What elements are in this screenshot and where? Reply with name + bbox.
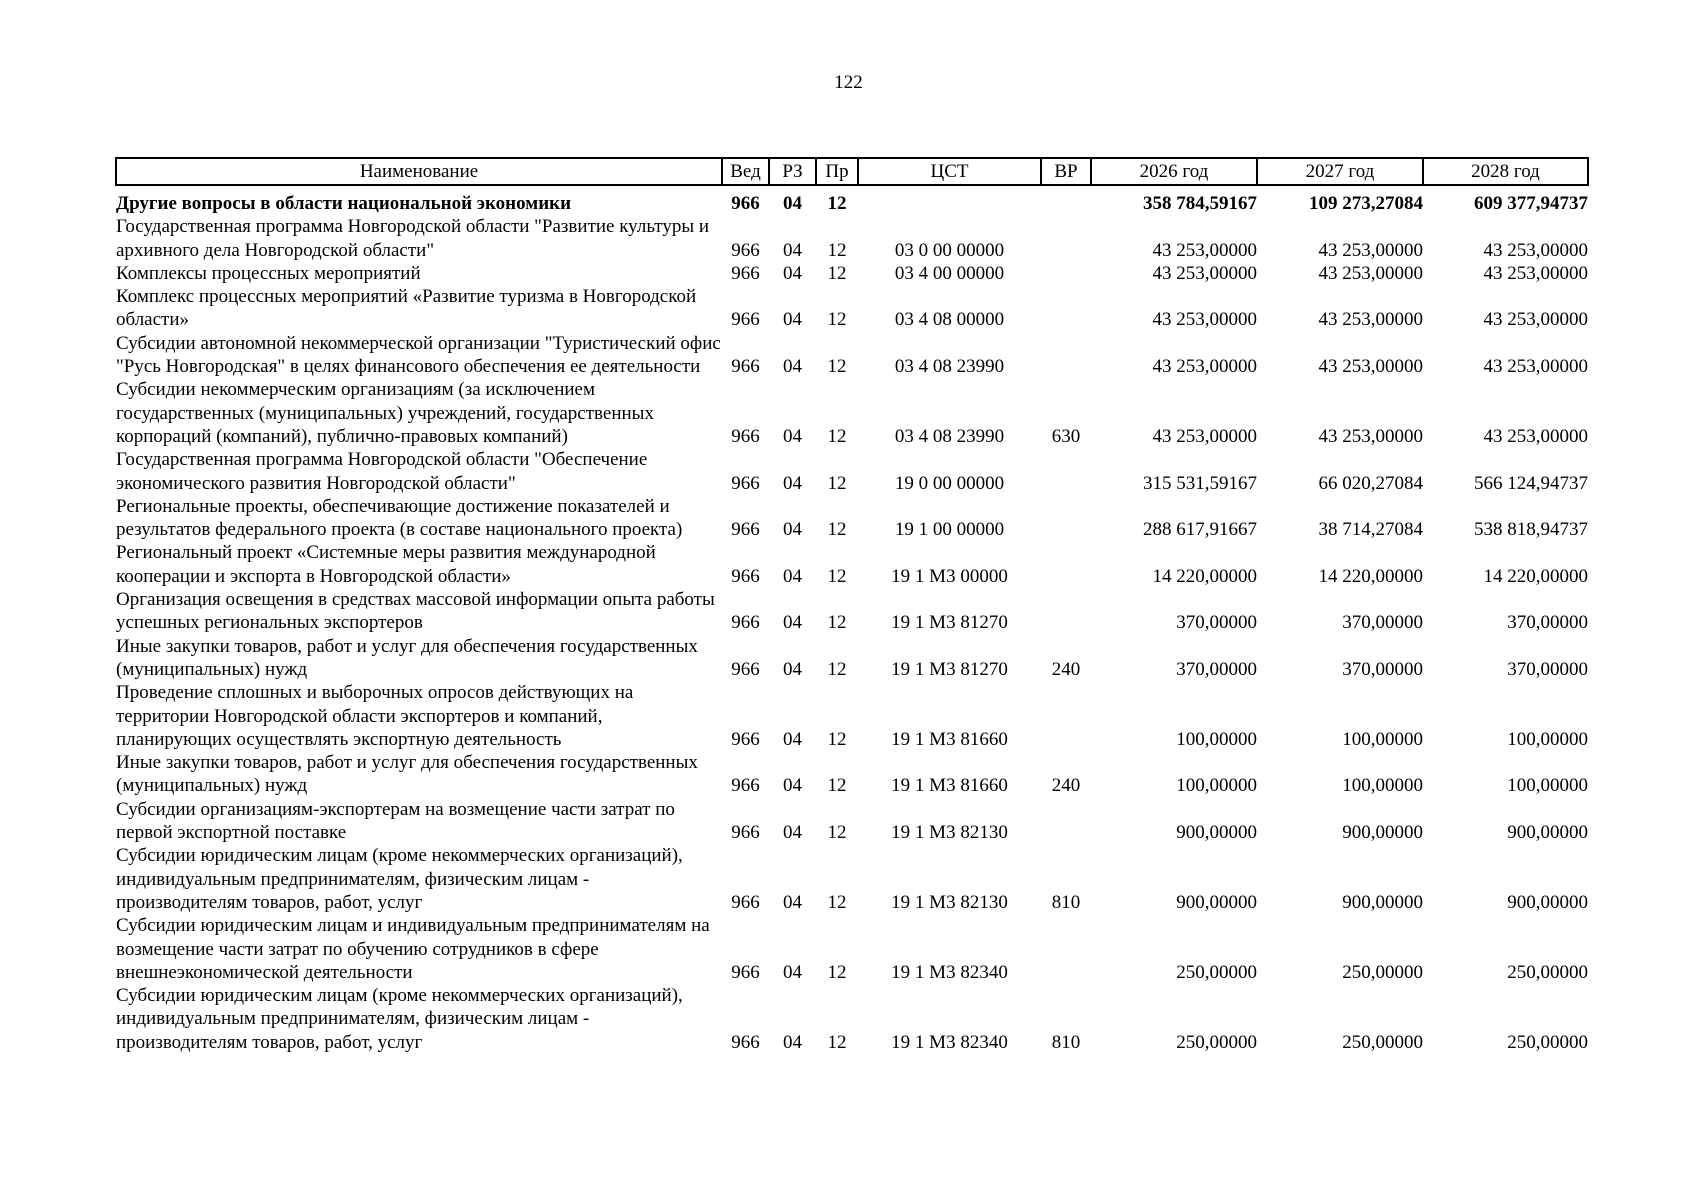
cell-vr <box>1041 541 1091 588</box>
cell-2027: 100,00000 <box>1342 775 1423 797</box>
cell-2026: 43 253,00000 <box>1152 356 1257 378</box>
cell-2028: 43 253,00000 <box>1483 425 1588 447</box>
cell-rz: 04 <box>783 961 802 983</box>
cell-rz: 04 <box>783 775 802 797</box>
table-row <box>116 635 1588 682</box>
cell-rz: 04 <box>783 658 802 680</box>
cell-cst: 03 0 00 00000 <box>894 239 1005 261</box>
cell-name: Региональный проект «Системные меры развития международной кооперации и экспорта в Новгородской области» <box>116 542 656 587</box>
cell-cst: 03 4 08 23990 <box>894 356 1005 378</box>
cell-name: Государственная программа Новгородской области "Развитие культуры и архивного дела Новгородской области" <box>116 216 710 261</box>
cell-pr: 12 <box>827 193 847 214</box>
header-name: Наименование <box>116 158 722 185</box>
cell-cst: 19 1 М3 82340 <box>891 961 1008 983</box>
cell-2026: 370,00000 <box>1176 612 1257 634</box>
cell-2026: 100,00000 <box>1176 775 1257 797</box>
header-2026: 2026 год <box>1091 158 1257 185</box>
cell-ved: 966 <box>731 519 760 541</box>
cell-2026: 43 253,00000 <box>1152 262 1257 284</box>
cell-ved: 966 <box>731 262 760 284</box>
cell-2027: 66 020,27084 <box>1318 472 1423 494</box>
cell-2027: 43 253,00000 <box>1318 262 1423 284</box>
cell-rz: 04 <box>783 239 802 261</box>
cell-2028: 609 377,94737 <box>1474 193 1588 214</box>
cell-2027: 370,00000 <box>1342 658 1423 680</box>
cell-rz: 04 <box>783 262 802 284</box>
cell-rz: 04 <box>783 425 802 447</box>
cell-ved: 966 <box>731 193 760 214</box>
cell-rz: 04 <box>783 472 802 494</box>
cell-2026: 43 253,00000 <box>1152 309 1257 331</box>
table-header-row <box>116 158 1588 185</box>
cell-rz: 04 <box>783 356 802 378</box>
table-row <box>116 285 1588 332</box>
cell-pr: 12 <box>827 309 847 331</box>
cell-2028: 370,00000 <box>1507 612 1588 634</box>
cell-name: Другие вопросы в области национальной экономики <box>116 193 572 214</box>
cell-vr: 240 <box>1051 775 1081 797</box>
cell-cst: 03 4 08 23990 <box>894 425 1005 447</box>
cell-rz: 04 <box>783 565 802 587</box>
cell-2027: 43 253,00000 <box>1318 425 1423 447</box>
cell-name: Субсидии организациям-экспортерам на возмещение части затрат по первой экспортной поставке <box>116 798 675 844</box>
cell-name: Субсидии некоммерческим организациям (за исключением государственных (муниципальных) учреждений, государственных корпораций (компаний), публично-правовых компаний) <box>116 379 654 447</box>
cell-vr <box>1041 448 1091 495</box>
cell-name: Комплекс процессных мероприятий «Развитие туризма в Новгородской области» <box>116 286 697 331</box>
header-ved: Вед <box>722 158 769 185</box>
cell-ved: 966 <box>731 891 760 913</box>
header-rz: РЗ <box>769 158 816 185</box>
cell-ved: 966 <box>731 1031 760 1053</box>
table-body <box>116 185 1588 1054</box>
cell-ved: 966 <box>731 612 760 634</box>
cell-vr <box>1041 588 1091 635</box>
cell-2026: 43 253,00000 <box>1152 425 1257 447</box>
cell-2028: 43 253,00000 <box>1483 239 1588 261</box>
cell-2027: 14 220,00000 <box>1318 565 1423 587</box>
cell-pr: 12 <box>827 775 847 797</box>
cell-vr <box>1041 285 1091 332</box>
table-row <box>116 262 1588 285</box>
cell-name: Иные закупки товаров, работ и услуг для обеспечения государственных (муниципальных) нужд <box>116 752 698 797</box>
cell-2028: 250,00000 <box>1507 961 1588 983</box>
cell-2028: 566 124,94737 <box>1474 472 1588 494</box>
cell-rz: 04 <box>783 891 802 913</box>
table-row <box>116 495 1588 542</box>
cell-cst: 19 1 М3 82340 <box>891 1031 1008 1053</box>
cell-pr: 12 <box>827 356 847 378</box>
cell-rz: 04 <box>783 612 802 634</box>
table-row <box>116 215 1588 262</box>
cell-2026: 358 784,59167 <box>1143 193 1257 214</box>
cell-vr: 240 <box>1051 658 1081 680</box>
cell-2026: 43 253,00000 <box>1152 239 1257 261</box>
cell-ved: 966 <box>731 565 760 587</box>
table-row <box>116 378 1588 448</box>
cell-2028: 250,00000 <box>1507 1031 1588 1053</box>
cell-2026: 100,00000 <box>1176 728 1257 750</box>
cell-ved: 966 <box>731 356 760 378</box>
cell-name: Субсидии автономной некоммерческой организации "Туристический офис "Русь Новгородская" в целях финансового обеспечения ее деятельности <box>116 332 721 378</box>
cell-pr: 12 <box>827 961 847 983</box>
cell-pr: 12 <box>827 822 847 844</box>
header-vr: ВР <box>1041 158 1091 185</box>
budget-table <box>115 157 1589 1054</box>
cell-cst: 19 1 М3 81660 <box>891 775 1008 797</box>
cell-cst: 19 1 М3 82130 <box>891 822 1008 844</box>
cell-2028: 43 253,00000 <box>1483 262 1588 284</box>
cell-cst: 19 0 00 00000 <box>894 472 1005 494</box>
cell-pr: 12 <box>827 239 847 261</box>
cell-2027: 900,00000 <box>1342 891 1423 913</box>
cell-vr <box>1041 262 1091 285</box>
cell-2028: 100,00000 <box>1507 775 1588 797</box>
cell-pr: 12 <box>827 891 847 913</box>
table-row <box>116 681 1588 751</box>
table-row <box>116 844 1588 914</box>
cell-2026: 315 531,59167 <box>1143 472 1257 494</box>
cell-vr <box>1041 185 1091 215</box>
cell-vr <box>1041 495 1091 542</box>
cell-cst: 19 1 М3 81270 <box>891 612 1008 634</box>
cell-ved: 966 <box>731 961 760 983</box>
cell-2027: 370,00000 <box>1342 612 1423 634</box>
cell-2028: 14 220,00000 <box>1483 565 1588 587</box>
cell-ved: 966 <box>731 775 760 797</box>
cell-name: Проведение сплошных и выборочных опросов действующих на территории Новгородской области экспортеров и компаний, планирующих осуществлять экспортную деятельность <box>116 682 634 750</box>
header-2027: 2027 год <box>1257 158 1423 185</box>
cell-2027: 38 714,27084 <box>1318 519 1423 541</box>
header-2028: 2028 год <box>1423 158 1588 185</box>
cell-pr: 12 <box>827 728 847 750</box>
cell-cst <box>858 185 1041 215</box>
cell-pr: 12 <box>827 262 847 284</box>
cell-rz: 04 <box>783 193 802 214</box>
cell-rz: 04 <box>783 309 802 331</box>
cell-2026: 14 220,00000 <box>1152 565 1257 587</box>
cell-2027: 100,00000 <box>1342 728 1423 750</box>
cell-cst: 19 1 М3 81660 <box>891 728 1008 750</box>
cell-vr <box>1041 798 1091 845</box>
cell-name: Региональные проекты, обеспечивающие достижение показателей и результатов федерального проекта (в составе национального проекта) <box>116 495 683 541</box>
cell-ved: 966 <box>731 658 760 680</box>
cell-name: Организация освещения в средствах массовой информации опыта работы успешных региональных экспортеров <box>116 589 715 634</box>
table-row <box>116 185 1588 215</box>
table-row <box>116 914 1588 984</box>
cell-2026: 900,00000 <box>1176 822 1257 844</box>
cell-ved: 966 <box>731 309 760 331</box>
table-row <box>116 984 1588 1054</box>
table-row <box>116 751 1588 798</box>
cell-pr: 12 <box>827 565 847 587</box>
cell-vr: 810 <box>1051 1031 1081 1053</box>
cell-2026: 250,00000 <box>1176 961 1257 983</box>
cell-2026: 250,00000 <box>1176 1031 1257 1053</box>
cell-2027: 900,00000 <box>1342 822 1423 844</box>
cell-2027: 43 253,00000 <box>1318 309 1423 331</box>
cell-name: Субсидии юридическим лицам и индивидуальным предпринимателям на возмещение части затрат по обучению сотрудников в сфере внешнеэкономической деятельности <box>116 915 710 983</box>
cell-2028: 100,00000 <box>1507 728 1588 750</box>
cell-vr: 630 <box>1051 425 1081 447</box>
table-row <box>116 541 1588 588</box>
cell-rz: 04 <box>783 519 802 541</box>
cell-2027: 250,00000 <box>1342 961 1423 983</box>
cell-pr: 12 <box>827 425 847 447</box>
cell-2028: 900,00000 <box>1507 822 1588 844</box>
cell-ved: 966 <box>731 472 760 494</box>
cell-cst: 19 1 М3 81270 <box>891 658 1008 680</box>
cell-2027: 250,00000 <box>1342 1031 1423 1053</box>
cell-cst: 19 1 00 00000 <box>894 519 1005 541</box>
cell-ved: 966 <box>731 822 760 844</box>
cell-2027: 43 253,00000 <box>1318 239 1423 261</box>
cell-2028: 370,00000 <box>1507 658 1588 680</box>
cell-2027: 43 253,00000 <box>1318 356 1423 378</box>
cell-vr <box>1041 215 1091 262</box>
cell-name: Комплексы процессных мероприятий <box>116 262 421 284</box>
page-number: 122 <box>834 72 863 93</box>
cell-pr: 12 <box>827 519 847 541</box>
cell-2026: 370,00000 <box>1176 658 1257 680</box>
cell-name: Государственная программа Новгородской области "Обеспечение экономического развития Новгородской области" <box>116 449 648 494</box>
cell-rz: 04 <box>783 728 802 750</box>
cell-2027: 109 273,27084 <box>1309 193 1423 214</box>
cell-cst: 03 4 00 00000 <box>894 262 1005 284</box>
cell-pr: 12 <box>827 658 847 680</box>
cell-ved: 966 <box>731 239 760 261</box>
cell-pr: 12 <box>827 472 847 494</box>
cell-rz: 04 <box>783 1031 802 1053</box>
cell-vr: 810 <box>1051 891 1081 913</box>
cell-pr: 12 <box>827 612 847 634</box>
table-row <box>116 588 1588 635</box>
cell-name: Субсидии юридическим лицам (кроме некоммерческих организаций), индивидуальным предпринимателям, физическим лицам - производителям товаров, работ, услуг <box>116 985 683 1053</box>
cell-name: Субсидии юридическим лицам (кроме некоммерческих организаций), индивидуальным предпринимателям, физическим лицам - производителям товаров, работ, услуг <box>116 845 683 913</box>
header-cst: ЦСТ <box>858 158 1041 185</box>
header-pr: Пр <box>816 158 858 185</box>
cell-name: Иные закупки товаров, работ и услуг для обеспечения государственных (муниципальных) нужд <box>116 635 698 680</box>
cell-ved: 966 <box>731 425 760 447</box>
cell-pr: 12 <box>827 1031 847 1053</box>
cell-cst: 19 1 М3 00000 <box>891 565 1008 587</box>
cell-vr <box>1041 914 1091 984</box>
cell-vr <box>1041 681 1091 751</box>
table-row <box>116 798 1588 845</box>
cell-ved: 966 <box>731 728 760 750</box>
cell-2028: 43 253,00000 <box>1483 309 1588 331</box>
cell-2026: 288 617,91667 <box>1143 519 1257 541</box>
cell-2026: 900,00000 <box>1176 891 1257 913</box>
cell-rz: 04 <box>783 822 802 844</box>
cell-2028: 43 253,00000 <box>1483 356 1588 378</box>
table-row <box>116 332 1588 379</box>
cell-2028: 900,00000 <box>1507 891 1588 913</box>
cell-2028: 538 818,94737 <box>1474 519 1588 541</box>
cell-cst: 03 4 08 00000 <box>894 309 1005 331</box>
cell-vr <box>1041 332 1091 379</box>
cell-cst: 19 1 М3 82130 <box>891 891 1008 913</box>
table-row <box>116 448 1588 495</box>
